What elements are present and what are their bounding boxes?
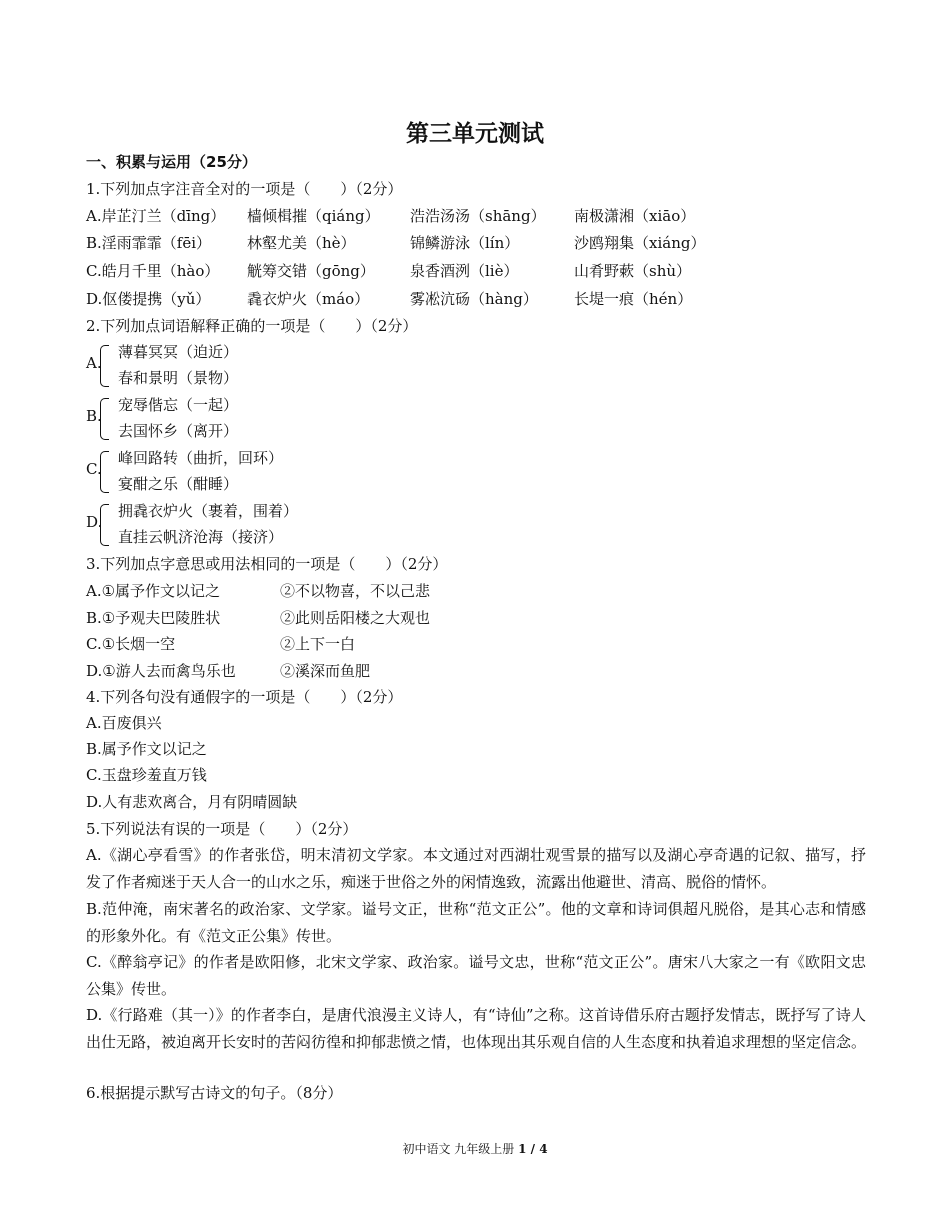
q4-option-a: A.百废俱兴 xyxy=(86,714,162,732)
q2-option-c-label: C. xyxy=(86,460,102,478)
question-2-stem: 2.下列加点词语解释正确的一项是（ ）（2分） xyxy=(86,317,418,335)
q1-option-b-1: B.淫雨霏霏（fēi） xyxy=(86,234,212,252)
q1-option-d-4: 长堤一痕（hén） xyxy=(574,290,693,308)
q2-option-b-label: B. xyxy=(86,407,102,425)
question-3-stem: 3.下列加点字意思或用法相同的一项是（ ）（2分） xyxy=(86,555,448,573)
q3-option-c-1: C.①长烟一空 xyxy=(86,635,176,653)
q1-option-a-2: 樯倾楫摧（qiáng） xyxy=(247,207,380,225)
q2-option-b-item-2: 去国怀乡（离开） xyxy=(118,422,239,440)
q2-option-b-brace xyxy=(100,398,109,440)
q1-option-c-4: 山肴野蔌（shù） xyxy=(574,262,692,280)
q1-option-d-2: 毳衣炉火（máo） xyxy=(247,290,370,308)
q1-option-c-2: 觥筹交错（gōng） xyxy=(247,262,375,280)
q3-option-a-2: ②不以物喜，不以己悲 xyxy=(280,582,431,600)
q4-option-c: C.玉盘珍羞直万钱 xyxy=(86,766,207,784)
q2-option-a-item-2: 春和景明（景物） xyxy=(118,369,239,387)
q1-option-a-4: 南极潇湘（xiāo） xyxy=(574,207,696,225)
q2-option-c-item-2: 宴酣之乐（酣睡） xyxy=(118,475,239,493)
q1-option-a-3: 浩浩汤汤（shāng） xyxy=(410,207,546,225)
footer-subject: 初中语文 九年级上册 xyxy=(402,1142,515,1156)
q3-option-b-1: B.①予观夫巴陵胜状 xyxy=(86,609,221,627)
q1-option-d-1: D.伛偻提携（yǔ） xyxy=(86,290,211,308)
q1-option-d-3: 雾凇沆砀（hàng） xyxy=(410,290,538,308)
q3-option-d-2: ②溪深而鱼肥 xyxy=(280,662,371,680)
q5-option-c: C.《醉翁亭记》的作者是欧阳修，北宋文学家、政治家。谥号文忠，世称“范文正公”。唐宋八大家之一有《欧阳文忠公集》传世。 xyxy=(86,953,866,998)
q5-option-d: D.《行路难（其一）》的作者李白，是唐代浪漫主义诗人，有“诗仙”之称。这首诗借乐府古题抒发情志，既抒写了诗人出仕无路，被迫离开长安时的苦闷彷徨和抑郁悲愤之情，也体现出其乐观自信的人生态度和执着追求理想的坚定信念。 xyxy=(86,1006,867,1051)
page-title: 第三单元测试 xyxy=(406,121,544,147)
q3-option-d-1: D.①游人去而禽鸟乐也 xyxy=(86,662,236,680)
question-1-stem: 1.下列加点字注音全对的一项是（ ）（2分） xyxy=(86,180,403,198)
section-heading: 一、积累与运用（25分） xyxy=(86,153,257,171)
q1-option-a-1: A.岸芷汀兰（dīng） xyxy=(86,207,226,225)
q1-option-c-3: 泉香酒洌（liè） xyxy=(410,262,519,280)
q2-option-c-brace xyxy=(100,451,109,493)
q1-option-b-3: 锦鳞游泳（lín） xyxy=(410,234,520,252)
q1-option-b-2: 林壑尤美（hè） xyxy=(247,234,356,252)
question-6-stem: 6.根据提示默写古诗文的句子。（8分） xyxy=(86,1084,343,1102)
q5-option-b: B.范仲淹，南宋著名的政治家、文学家。谥号文正，世称“范文正公”。他的文章和诗词俱超凡脱俗，是其心志和情感的形象外化。有《范文正公集》传世。 xyxy=(86,900,866,945)
q2-option-d-brace xyxy=(100,504,109,546)
q2-option-b-item-1: 宠辱偕忘（一起） xyxy=(118,396,239,414)
page-footer xyxy=(0,1140,950,1157)
q1-option-b-4: 沙鸥翔集（xiáng） xyxy=(574,234,706,252)
q2-option-a-item-1: 薄暮冥冥（迫近） xyxy=(118,343,239,361)
q4-option-d: D.人有悲欢离合，月有阴晴圆缺 xyxy=(86,793,298,811)
question-5-stem: 5.下列说法有误的一项是（ ）（2分） xyxy=(86,820,358,838)
q2-option-d-label: D. xyxy=(86,513,103,531)
q2-option-d-item-2: 直挂云帆济沧海（接济） xyxy=(118,528,284,546)
q2-option-d-item-1: 拥毳衣炉火（裹着，围着） xyxy=(118,502,299,520)
q4-option-b: B.属予作文以记之 xyxy=(86,740,207,758)
q2-option-c-item-1: 峰回路转（曲折，回环） xyxy=(118,449,284,467)
page-number: 1 / 4 xyxy=(518,1142,548,1156)
q2-option-a-brace xyxy=(100,345,109,387)
q5-option-a: A.《湖心亭看雪》的作者张岱，明末清初文学家。本文通过对西湖壮观雪景的描写以及湖心亭奇遇的记叙、描写，抒发了作者痴迷于天人合一的山水之乐，痴迷于世俗之外的闲情逸致，流露出他避世、清高、脱俗的情怀。 xyxy=(86,846,866,891)
q1-option-c-1: C.皓月千里（hào） xyxy=(86,262,220,280)
q2-option-a-label: A. xyxy=(86,354,102,372)
q3-option-c-2: ②上下一白 xyxy=(280,635,356,653)
question-4-stem: 4.下列各句没有通假字的一项是（ ）（2分） xyxy=(86,688,403,706)
q3-option-b-2: ②此则岳阳楼之大观也 xyxy=(280,609,431,627)
q3-option-a-1: A.①属予作文以记之 xyxy=(86,582,221,600)
